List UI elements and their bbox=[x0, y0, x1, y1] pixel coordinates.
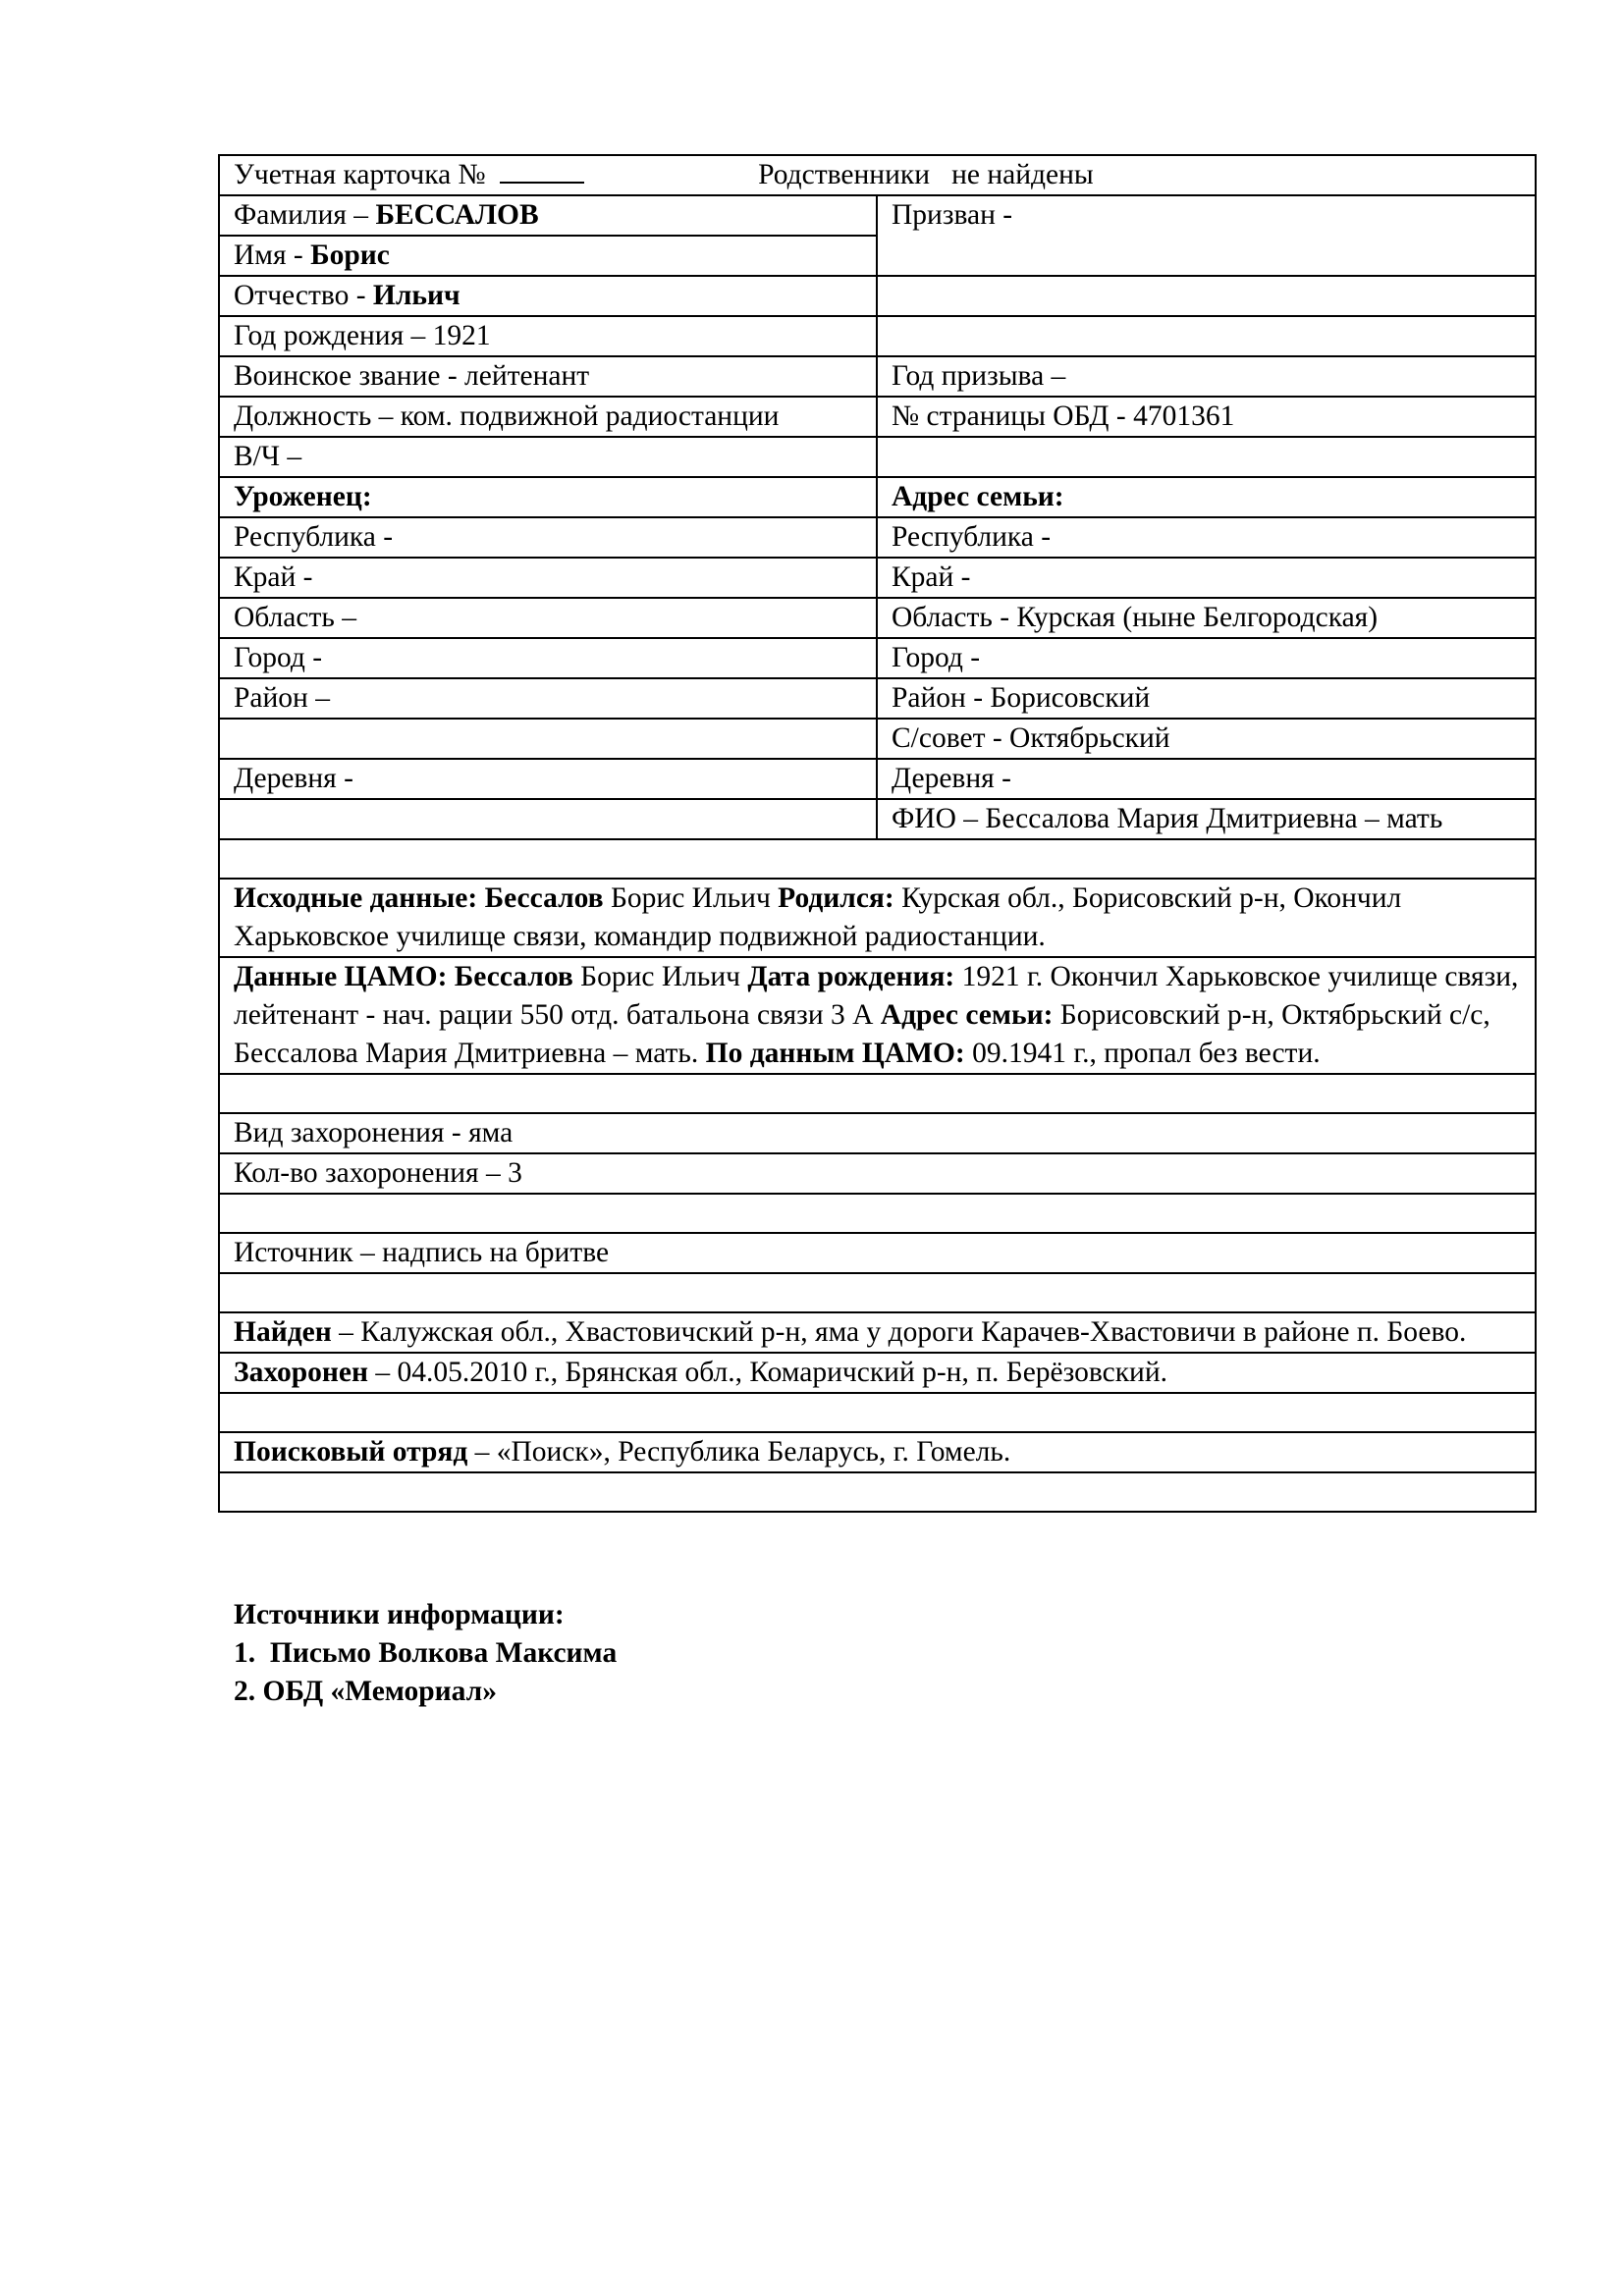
birth-year-cell: Год рождения – 1921 bbox=[219, 316, 877, 356]
tsamo-family-label: Адрес семьи: bbox=[880, 999, 1054, 1031]
source-cell: Источник – надпись на бритве bbox=[219, 1233, 1536, 1273]
spacer-row bbox=[219, 1273, 1536, 1312]
family-header-cell bbox=[877, 477, 1536, 517]
empty-cell bbox=[219, 719, 877, 759]
rank-cell: Воинское звание - лейтенант bbox=[219, 356, 877, 397]
family-oblast-cell: Область - Курская (ныне Белгородская) bbox=[877, 598, 1536, 638]
surname-label: Фамилия – bbox=[234, 199, 376, 231]
family-header: Адрес семьи: bbox=[892, 481, 1064, 512]
empty-cell bbox=[877, 437, 1536, 477]
surname-value: БЕССАЛОВ bbox=[375, 199, 539, 231]
tsamo-text2: Борисовский р-н, Октябрьский с/с, Бессалова Мария Дмитриевна – мать. bbox=[234, 999, 1490, 1069]
family-fio-cell: ФИО – Бессалова Мария Дмитриевна – мать bbox=[877, 799, 1536, 839]
family-village-cell: Деревня - bbox=[877, 759, 1536, 799]
burial-type-cell: Вид захоронения - яма bbox=[219, 1113, 1536, 1153]
position-cell: Должность – ком. подвижной радиостанции bbox=[219, 397, 877, 437]
family-selsovet-cell: С/совет - Октябрьский bbox=[877, 719, 1536, 759]
tsamo-dob-label: Дата рождения: bbox=[747, 961, 955, 992]
patronymic-cell bbox=[219, 276, 877, 316]
tsamo-by-label: По данным ЦАМО: bbox=[705, 1038, 965, 1069]
patronymic-label: Отчество - bbox=[234, 280, 373, 311]
native-village-cell: Деревня - bbox=[219, 759, 877, 799]
tsamo-surname: Бессалов bbox=[454, 961, 573, 992]
empty-cell bbox=[877, 276, 1536, 316]
card-header-row bbox=[219, 155, 1536, 195]
tsamo-name: Борис Ильич bbox=[572, 961, 748, 992]
initial-data-cell bbox=[219, 879, 1536, 957]
tsamo-text3: 09.1941 г., пропал без вести. bbox=[964, 1038, 1321, 1069]
native-city-cell: Город - bbox=[219, 638, 877, 678]
record-card-table bbox=[218, 154, 1537, 1513]
initial-born-label: Родился: bbox=[778, 882, 894, 914]
squad-cell bbox=[219, 1432, 1536, 1472]
found-text: – Калужская обл., Хвастовичский р-н, яма у дороги Карачев-Хвастовичи в районе п. Боево. bbox=[331, 1316, 1467, 1348]
squad-text: – «Поиск», Республика Беларусь, г. Гомель. bbox=[467, 1436, 1011, 1468]
spacer-row bbox=[219, 1194, 1536, 1233]
drafted-cell bbox=[877, 195, 1536, 276]
surname-cell bbox=[219, 195, 877, 236]
draft-year-cell: Год призыва – bbox=[877, 356, 1536, 397]
family-district-cell: Район - Борисовский bbox=[877, 678, 1536, 719]
found-cell bbox=[219, 1312, 1536, 1353]
native-krai-cell: Край - bbox=[219, 558, 877, 598]
drafted-label: Призван - bbox=[892, 199, 1013, 231]
unit-cell: В/Ч – bbox=[219, 437, 877, 477]
sources-item: 2. ОБД «Мемориал» bbox=[234, 1676, 497, 1707]
sources-block bbox=[234, 1596, 617, 1711]
buried-cell bbox=[219, 1353, 1536, 1393]
initial-text: Курская обл., Борисовский р-н, Окончил Харьковское училище связи, командир подвижной радиостанции. bbox=[234, 882, 1402, 952]
relatives-status: Родственники не найдены bbox=[758, 159, 1094, 190]
native-header-cell bbox=[219, 477, 877, 517]
spacer-row bbox=[219, 839, 1536, 879]
sources-item: 1. Письмо Волкова Максима bbox=[234, 1637, 618, 1669]
card-number-blank bbox=[500, 156, 584, 184]
name-value: Борис bbox=[310, 240, 390, 271]
native-oblast-cell: Область – bbox=[219, 598, 877, 638]
family-city-cell: Город - bbox=[877, 638, 1536, 678]
spacer-row bbox=[219, 1074, 1536, 1113]
buried-label: Захоронен bbox=[234, 1357, 368, 1388]
initial-name: Борис Ильич bbox=[603, 882, 779, 914]
spacer-row bbox=[219, 1472, 1536, 1512]
burial-count-cell: Кол-во захоронения – 3 bbox=[219, 1153, 1536, 1194]
card-header-cell bbox=[219, 155, 1536, 195]
squad-label: Поисковый отряд bbox=[234, 1436, 468, 1468]
native-header: Уроженец: bbox=[234, 481, 372, 512]
spacer-row bbox=[219, 1393, 1536, 1432]
card-number-label: Учетная карточка № bbox=[234, 159, 486, 190]
buried-text: – 04.05.2010 г., Брянская обл., Комаричский р-н, п. Берёзовский. bbox=[367, 1357, 1167, 1388]
empty-cell bbox=[219, 799, 877, 839]
native-district-cell: Район – bbox=[219, 678, 877, 719]
found-label: Найден bbox=[234, 1316, 332, 1348]
family-krai-cell: Край - bbox=[877, 558, 1536, 598]
sources-title: Источники информации: bbox=[234, 1599, 565, 1630]
family-republic-cell: Республика - bbox=[877, 517, 1536, 558]
tsamo-label: Данные ЦАМО: bbox=[234, 961, 448, 992]
name-label: Имя - bbox=[234, 240, 311, 271]
obd-page-cell: № страницы ОБД - 4701361 bbox=[877, 397, 1536, 437]
tsamo-text1: 1921 г. Окончил Харьковское училище связи, лейтенант - нач. рации 550 отд. батальона связи 3 А bbox=[234, 961, 1519, 1031]
initial-label: Исходные данные: bbox=[234, 882, 478, 914]
empty-cell bbox=[877, 316, 1536, 356]
tsamo-data-cell bbox=[219, 957, 1536, 1074]
name-cell bbox=[219, 236, 877, 276]
initial-surname: Бессалов bbox=[484, 882, 604, 914]
patronymic-value: Ильич bbox=[372, 280, 460, 311]
native-republic-cell: Республика - bbox=[219, 517, 877, 558]
